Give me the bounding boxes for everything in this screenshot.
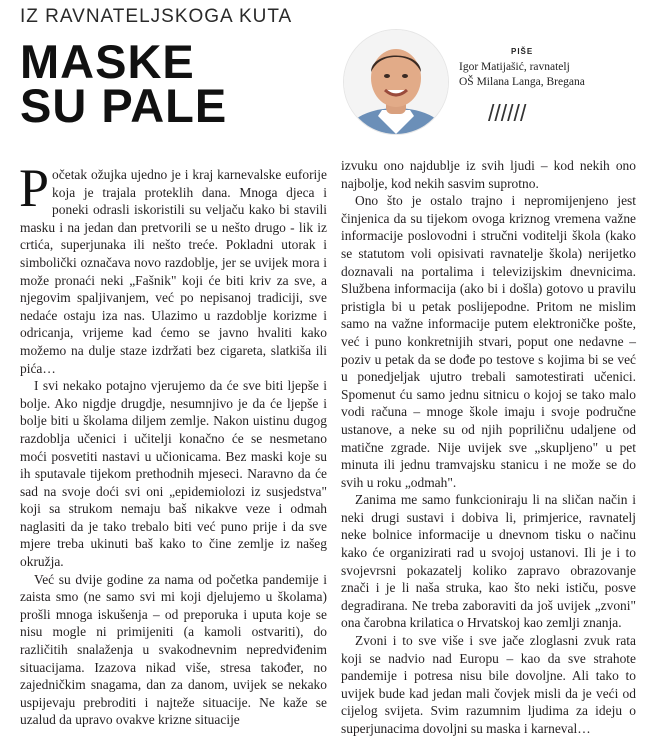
byline xyxy=(459,44,649,90)
article-paragraph: Zanima me samo funkcioniraju li na sličan način i neki drugi sustavi i dobiva li, primjerice, ravnatelj neke bolnice informacije u dnevnom tisku o načinu kako će organizirati rad u svojoj ustanovi. Ili je i to svojevrsni pokazatelj koliko zapravo obrazovanje znači i je li naša struka, kao što neki ističu, posve degradirana. Ne treba zaboraviti da još uvijek „zvoni" ona čarobna krilatica o Hrvatskoj kao zemlji znanja. xyxy=(341,492,636,631)
article-paragraph: Već su dvije godine za nama od početka pandemije i zaista smo (ne samo svi mi koji djelujemo u školama) prošli mnoga iskušenja – od preporuka i uputa koje se nisu mogle ni primijeniti (a kamoli ostvariti), do različitih snalaženja u svakodnevnim nepredviđenim situacijama. Izazova nikad više, stresa također, no zajedničkim snagama, dan za danom, uvijek se nekako uspijevaju prebroditi i najteže situacije. Ne kaže se uzalud da upravo ovakve krizne situacije xyxy=(20,571,327,728)
article-paragraph: izvuku ono najdublje iz svih ljudi – kod nekih ono najbolje, kod nekih sasvim suprotno. xyxy=(341,158,636,191)
article-column-right xyxy=(341,157,636,738)
byline-label: PIŠE xyxy=(511,47,534,56)
article-paragraph xyxy=(19,158,327,377)
byline-author: Igor Matijašić, ravnatelj xyxy=(459,61,570,73)
article-paragraph: I svi nekako potajno vjerujemo da će sve biti ljepše i bolje. Ako nigdje drugdje, nesumnjivo je da će ljepše i bolje biti u školama diljem zemlje. Nakon uistinu dugog razdoblja učenici i učitelji konačno će se nesmetano moći posvetiti nastavi u učionicama. Bez maski koje su ih sputavale tijekom prethodnih mjeseci. Naravno da će sad na svoje doći svi oni „epidemiolozi iz susjedstva" koji sa strukom nemaju baš nikakve veze i odmah naglasiti da je tako trebalo biti već puno prije i da sve mjere treba ukinuti baš kako to čine zemlje iz našeg okružja. xyxy=(20,378,327,570)
decorative-slashes: ////// xyxy=(488,100,527,126)
headline xyxy=(20,35,228,132)
article-paragraph: Ono što je ostalo trajno i nepromijenjeno jest činjenica da su tijekom ovoga kriznog vremena važne informacije poslovodni i stručni voditelji škola (kako se statutom voli opisivati ravnatelje škola) nerijetko doznavali na portalima i televizijskim dnevnicima. Službena informacija (ako bi i došla) gotovo u pravilu pristigla bi u petak poslijepodne. Pritom ne mislim samo na važne informacije putem elektroničke pošte, već i puno konkretnijih stvari, poput one nedavne – poziv u petak da se dođe po testove s kojima bi se već u ponedjeljak ujutro trebali samotestirati učenici. Spomenut ću samo jednu sitnicu o kojoj se tako malo vodi računa – mnoge škole imaju i svoje područne ustanove, a neke su od njih popriličnu udaljene od matične zgrade. Nije uvijek sve „skupljeno" u pet minuta ili jednu tramvajsku stanicu i ne može se do svih u roku „odmah". xyxy=(341,193,636,490)
byline-school: OŠ Milana Langa, Bregana xyxy=(459,76,585,88)
article-paragraph: Zvoni i to sve više i sve jače zloglasni zvuk rata koji se nadvio nad Europu – kao da sve strahote pandemije i potresa nisu bile dovoljne. Ali tako to uvijek bude kad jedan mali čovjek misli da je veći od cijelog svijeta. Svim razumnim ljudima za ideju o superjunacima dovoljni su maska i karneval… xyxy=(341,633,636,736)
drop-cap: P xyxy=(19,158,50,218)
author-portrait-icon xyxy=(344,30,448,134)
section-kicker: IZ RAVNATELJSKOGA KUTA xyxy=(20,6,293,27)
headline-line-1: MASKE xyxy=(20,35,195,88)
article-paragraph-text: očetak ožujka ujedno je i kraj karnevalske euforije koja je trajala proteklih dana. Mnoga djeca i poneki odrasli iskoristili su veljaču kako bi stavili masku i na jedan dan pretvorili se u nešto drugo - lik iz crtića, superjunaka ili nešto treće. Pokladni utorak i simbolički označava novo razdoblje, jer se uvijek mora i može pronaći neki „Fašnik" koji će biti kriv za sve, a njegovim spaljivanjem, već po nepisanoj tradiciji, sve nedaće ostaju iza nas. Ulazimo u razdoblje korizme i odricanja, vrijeme kad ćemo se javno hvaliti kako možemo na dulje staze izdržati bez cigareta, slatkiša ili pića… xyxy=(20,167,327,376)
headline-line-2: SU PALE xyxy=(20,79,228,132)
article-column-left xyxy=(19,158,327,729)
